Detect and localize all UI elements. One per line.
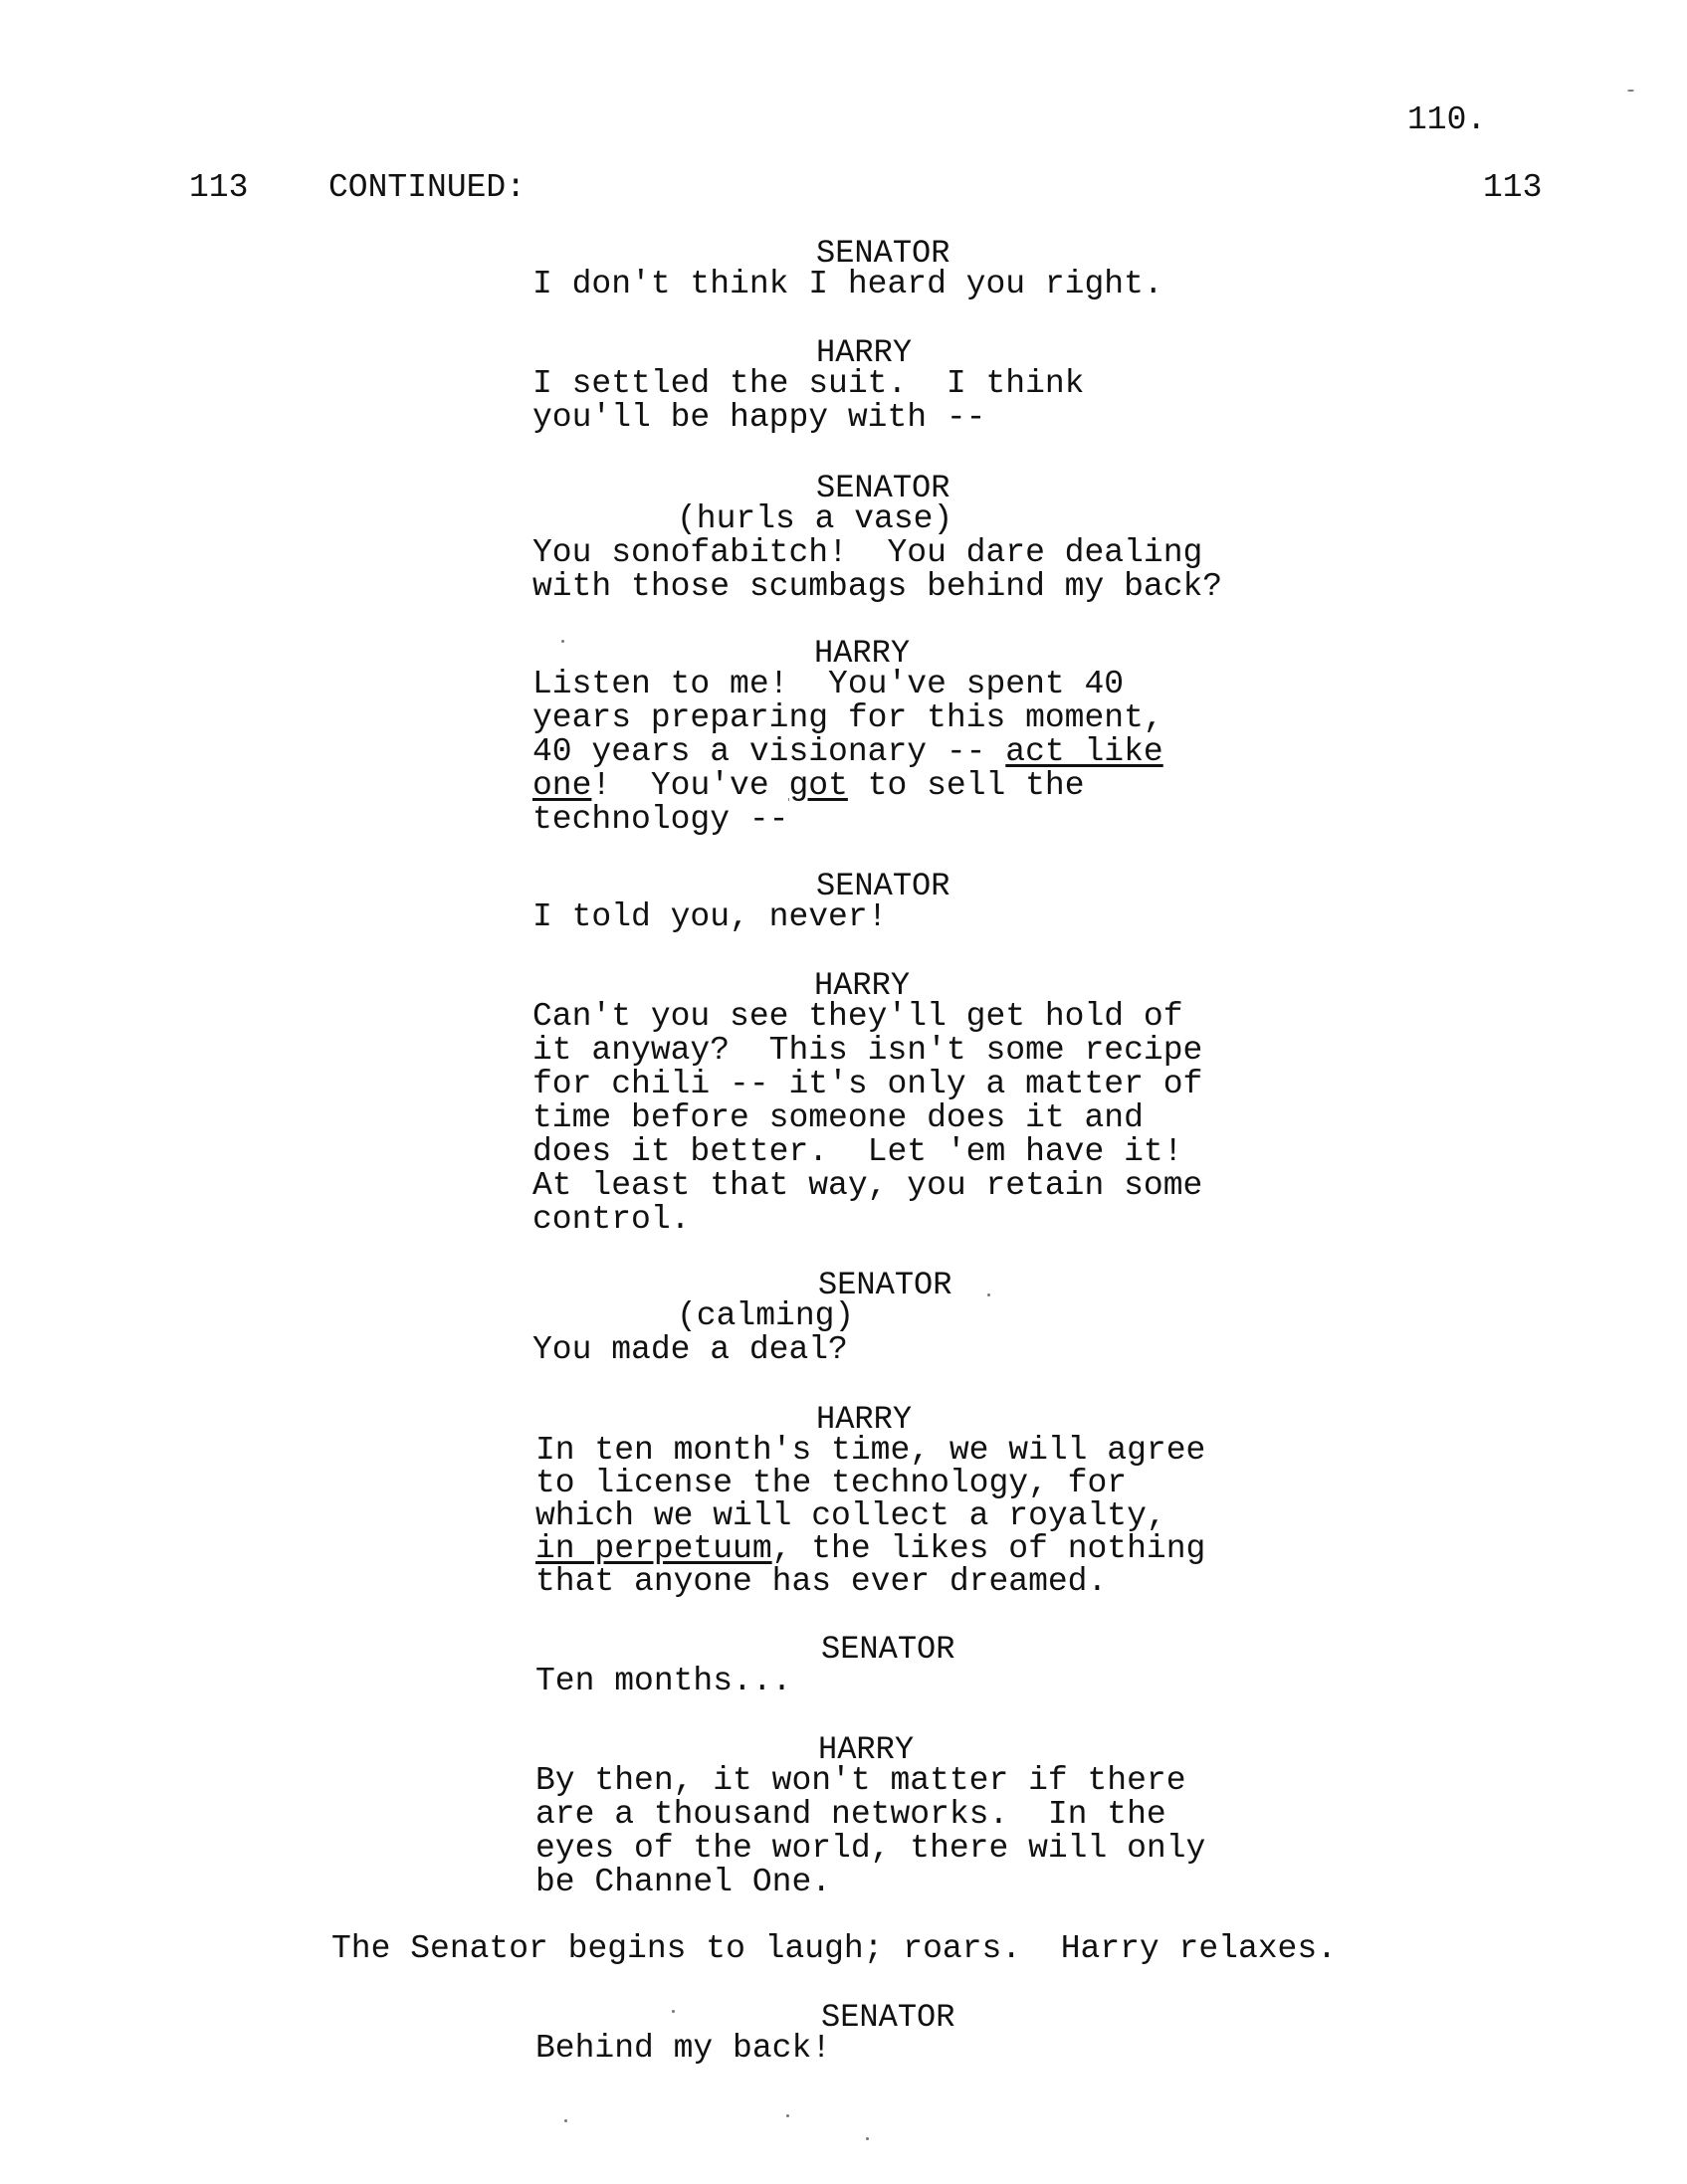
dialogue-line: technology -- bbox=[532, 801, 789, 838]
dialogue-line: I told you, never! bbox=[532, 898, 888, 935]
dialogue-line: does it better. Let 'em have it! bbox=[532, 1133, 1183, 1170]
character-cue: HARRY bbox=[814, 635, 911, 672]
scan-speck bbox=[1627, 90, 1634, 92]
parenthetical: (hurls a vase) bbox=[677, 500, 953, 537]
scan-speck bbox=[786, 2114, 789, 2117]
character-cue: HARRY bbox=[814, 967, 911, 1004]
dialogue-line: You made a deal? bbox=[532, 1331, 848, 1368]
character-cue: HARRY bbox=[816, 1401, 913, 1438]
dialogue-line: You sonofabitch! You dare dealing bbox=[532, 534, 1203, 571]
dialogue-line: years preparing for this moment, bbox=[532, 699, 1163, 736]
dialogue-line: it anyway? This isn't some recipe bbox=[532, 1032, 1203, 1069]
action-line: The Senator begins to laugh; roars. Harry relaxes. bbox=[331, 1930, 1337, 1967]
dialogue-line: Can't you see they'll get hold of bbox=[532, 998, 1183, 1035]
parenthetical: (calming) bbox=[677, 1297, 855, 1334]
dialogue-line: Behind my back! bbox=[535, 2030, 832, 2067]
dialogue-line: be Channel One. bbox=[535, 1864, 832, 1900]
underlined-text: one bbox=[532, 767, 592, 804]
character-cue: HARRY bbox=[818, 1731, 915, 1768]
dialogue-line: 40 years a visionary -- act like bbox=[532, 733, 1163, 770]
character-cue: SENATOR bbox=[816, 868, 950, 904]
underlined-text: got bbox=[788, 767, 848, 804]
scan-speck bbox=[561, 640, 564, 643]
dialogue-line: in perpetuum, the likes of nothing bbox=[535, 1530, 1206, 1567]
dialogue-line: eyes of the world, there will only bbox=[535, 1830, 1206, 1867]
underlined-text: in perpetuum bbox=[535, 1530, 772, 1567]
character-cue: SENATOR bbox=[821, 1999, 955, 2036]
character-cue: HARRY bbox=[816, 334, 913, 371]
scene-number-left: 113 bbox=[189, 169, 249, 206]
dialogue-line: you'll be happy with -- bbox=[532, 399, 986, 436]
dialogue-line: for chili -- it's only a matter of bbox=[532, 1066, 1203, 1102]
scene-number-right: 113 bbox=[1483, 169, 1543, 206]
dialogue-line: are a thousand networks. In the bbox=[535, 1796, 1166, 1833]
dialogue-line: Ten months... bbox=[535, 1663, 792, 1699]
dialogue-line: time before someone does it and bbox=[532, 1099, 1144, 1136]
dialogue-line: to license the technology, for bbox=[535, 1465, 1128, 1501]
dialogue-line: Listen to me! You've spent 40 bbox=[532, 666, 1125, 702]
dialogue-line: I settled the suit. I think bbox=[532, 365, 1085, 402]
page-number: 110. bbox=[1407, 101, 1487, 138]
dialogue-line: At least that way, you retain some bbox=[532, 1167, 1203, 1204]
dialogue-line: which we will collect a royalty, bbox=[535, 1497, 1166, 1534]
dialogue-line: one! You've got to sell the bbox=[532, 767, 1085, 804]
dialogue-line: control. bbox=[532, 1201, 691, 1238]
dialogue-line: that anyone has ever dreamed. bbox=[535, 1563, 1108, 1600]
character-cue: SENATOR bbox=[816, 235, 950, 272]
scan-speck bbox=[672, 2010, 675, 2013]
character-cue: SENATOR bbox=[821, 1631, 955, 1668]
character-cue: SENATOR bbox=[816, 470, 950, 506]
scan-speck bbox=[987, 1293, 990, 1296]
dialogue-line: By then, it won't matter if there bbox=[535, 1762, 1186, 1799]
dialogue-line: I don't think I heard you right. bbox=[532, 266, 1163, 302]
underlined-text: act like bbox=[1005, 733, 1163, 770]
continued-label: CONTINUED: bbox=[328, 169, 527, 206]
dialogue-line: In ten month's time, we will agree bbox=[535, 1432, 1206, 1469]
scan-speck bbox=[866, 2137, 869, 2140]
scan-speck bbox=[564, 2119, 567, 2122]
character-cue: SENATOR bbox=[818, 1267, 952, 1303]
dialogue-line: with those scumbags behind my back? bbox=[532, 568, 1223, 605]
